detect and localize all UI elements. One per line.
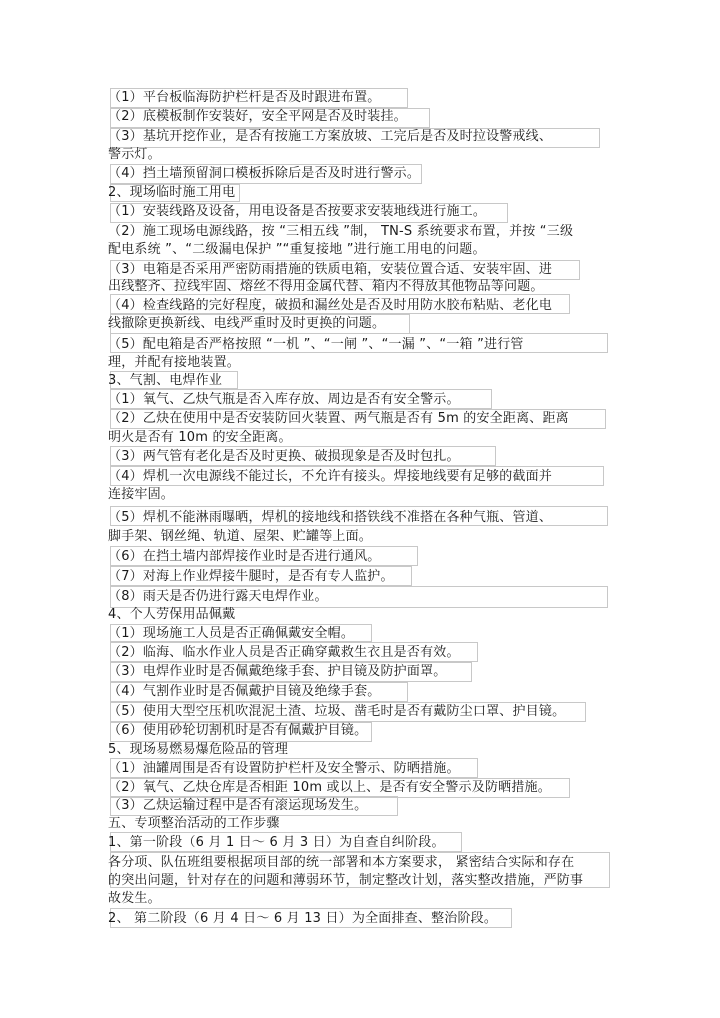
list-item: （2）底模板制作安装好，安全平网是否及时装挂。 <box>108 109 407 124</box>
list-item: 警示灯。 <box>108 147 161 162</box>
list-item: （8）雨天是否仍进行露天电焊作业。 <box>108 589 328 604</box>
section-heading: 3、气割、电焊作业 <box>108 373 223 388</box>
list-item: （2）氧气、乙炔仓库是否相距 10m 或以上、是否有安全警示及防晒措施。 <box>108 780 551 795</box>
paragraph-line: 各分项、队伍班组要根据项目部的统一部署和本方案要求， 紧密结合实际和存在 <box>108 855 575 870</box>
list-item: （2）临海、临水作业人员是否正确穿戴救生衣且是否有效。 <box>108 645 460 660</box>
list-item: （1）现场施工人员是否正确佩戴安全帽。 <box>108 626 355 641</box>
section-heading: 5、现场易燃易爆危险品的管理 <box>108 742 289 757</box>
list-item: 理，并配有接地装置。 <box>108 355 241 370</box>
list-item: （3）基坑开挖作业，是否有按施工方案放坡、工完后是否及时拉设警戒线、 <box>108 129 553 144</box>
list-item: （1）安装线路及设备，用电设备是否按要求安装地线进行施工。 <box>108 204 487 219</box>
list-item: 配电系统 ”、“二级漏电保护 ”“重复接地 ”进行施工用电的问题。 <box>108 242 486 257</box>
list-item: 2、 第二阶段（6 月 4 日～ 6 月 13 日）为全面排查、整治阶段。 <box>108 911 498 926</box>
section-heading: 2、现场临时施工用电 <box>108 185 236 200</box>
list-item: （5）使用大型空压机吹混泥土渣、垃圾、凿毛时是否有戴防尘口罩、护目镜。 <box>108 704 566 719</box>
list-item: 线撤除更换新线、电线严重时及时更换的问题。 <box>108 316 386 331</box>
list-item: （3）电箱是否采用严密防雨措施的铁质电箱，安装位置合适、安装牢固、进 <box>108 262 553 277</box>
list-item: （7）对海上作业焊接牛腿时，是否有专人监护。 <box>108 569 394 584</box>
list-item: （4）焊机一次电源线不能过长，不允许有接头。焊接地线要有足够的截面并 <box>108 469 553 484</box>
paragraph-line: 的突出问题，针对存在的问题和薄弱环节，制定整改计划，落实整改措施，严防事 <box>108 873 584 888</box>
list-item: 明火是否有 10m 的安全距离。 <box>108 430 292 445</box>
list-item: （3）电焊作业时是否佩戴绝缘手套、护目镜及防护面罩。 <box>108 664 447 679</box>
list-item: （6）在挡土墙内部焊接作业时是否进行通风。 <box>108 549 381 564</box>
list-item: （1）油罐周围是否有设置防护栏杆及安全警示、防晒措施。 <box>108 761 460 776</box>
paragraph-line: 故发生。 <box>108 891 161 906</box>
list-item: （3）乙炔运输过程中是否有滚运现场发生。 <box>108 798 368 813</box>
list-item: 脚手架、钢丝绳、轨道、屋架、贮罐等上面。 <box>108 529 373 544</box>
list-item: （6）使用砂轮切割机时是否有佩戴护目镜。 <box>108 723 368 738</box>
section-heading: 五、专项整治活动的工作步骤 <box>108 816 280 831</box>
list-item: （4）检查线路的完好程度，破损和漏丝处是否及时用防水胶布粘贴、老化电 <box>108 298 553 313</box>
section-heading: 4、个人劳保用品佩戴 <box>108 607 236 622</box>
list-item: （4）挡土墙预留洞口模板拆除后是否及时进行警示。 <box>108 166 421 181</box>
list-item: （1）氧气、乙炔气瓶是否入库存放、周边是否有安全警示。 <box>108 392 460 407</box>
list-item: （5）焊机不能淋雨曝晒，焊机的接地线和搭铁线不准搭在各种气瓶、管道、 <box>108 510 553 525</box>
list-item: （4）气割作业时是否佩戴护目镜及绝缘手套。 <box>108 684 381 699</box>
list-item: （2）施工现场电源线路，按 “三相五线 ”制， TN-S 系统要求布置，并按 “三级 <box>108 224 574 239</box>
list-item: （2）乙炔在使用中是否安装防回火装置、两气瓶是否有 5m 的安全距离、距离 <box>108 411 569 426</box>
list-item: （1）平台板临海防护栏杆是否及时跟进布置。 <box>108 90 381 105</box>
list-item: 连接牢固。 <box>108 487 175 502</box>
list-item: 1、第一阶段（6 月 1 日～ 6 月 3 日）为自查自纠阶段。 <box>108 835 445 850</box>
list-item: （3）两气管有老化是否及时更换、破损现象是否及时包扎。 <box>108 449 460 464</box>
list-item: （5）配电箱是否严格按照 “一机 ”、“一闸 ”、“一漏 ”、“一箱 ”进行管 <box>108 337 524 352</box>
list-item: 出线整齐、拉线牢固、熔丝不得用金属代替、箱内不得放其他物品等问题。 <box>108 279 544 294</box>
